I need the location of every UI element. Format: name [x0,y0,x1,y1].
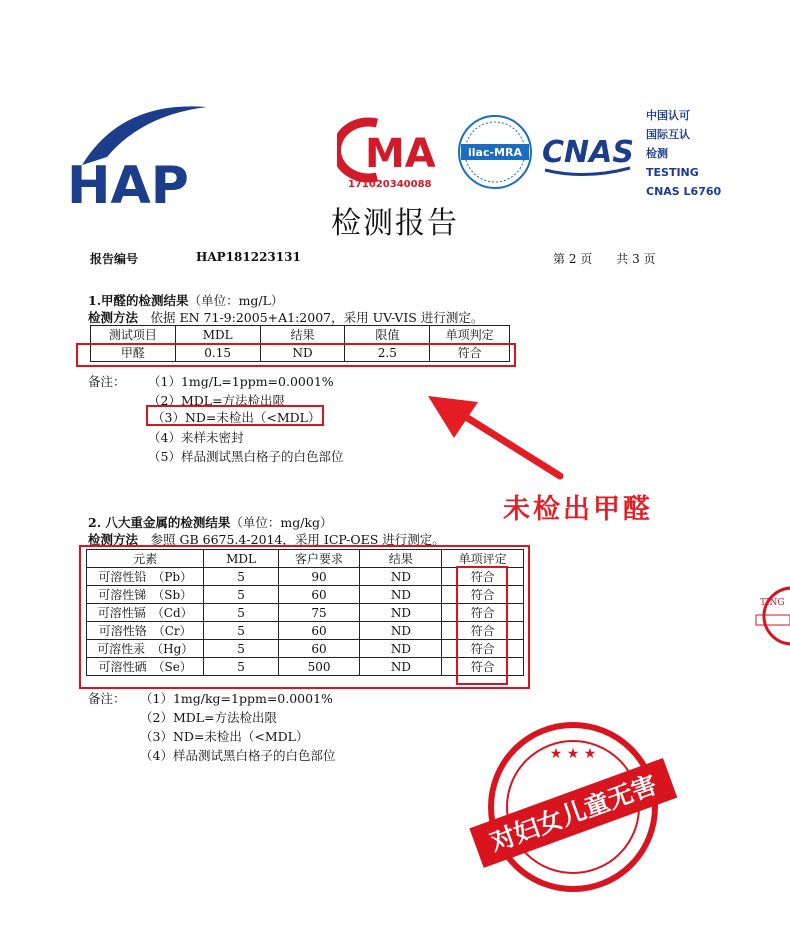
table-cell: 75 [278,604,360,622]
table-header-cell: 测试项目 [91,326,176,344]
svg-text:★ ★ ★: ★ ★ ★ [549,746,597,762]
highlight-box-note [146,405,324,426]
cert-line: TESTING [646,166,699,179]
table-cell: ND [360,640,442,658]
section1-title-unit: （单位：mg/L） [188,293,284,308]
highlight-box-row [76,343,516,367]
safety-stamp [468,712,678,912]
section2-notes-label: 备注： [88,691,126,706]
table-header-cell: 客户要求 [278,550,360,568]
cert-line: 国际互认 [646,128,690,141]
note-item: （3）ND=未检出（<MDL） [140,729,309,744]
section1-title-bold: 1.甲醛的检测结果 [88,293,189,308]
cma-number: 171020340088 [348,179,432,190]
edge-stamp [752,585,790,647]
svg-text:TING: TING [760,598,785,608]
note-item: （2）MDL=方法检出限 [140,710,278,725]
table-cell: 60 [278,586,360,604]
note-item: （4）样品测试黑白格子的白色部位 [140,748,336,763]
section1-notes-label: 备注： [88,374,126,389]
cert-line: 检测 [646,147,668,160]
cnas-logo [540,122,635,182]
report-number-label: 报告编号 [90,252,139,266]
table-cell: 500 [278,658,360,676]
table-header-cell: 单项判定 [430,326,510,344]
table-cell: 5 [204,622,278,640]
table-cell: 5 [204,586,278,604]
table-cell: 符合 [430,344,510,362]
section2-title [88,513,333,531]
table-cell: 可溶性锑 （Sb） [87,586,204,604]
callout-text: 未检出甲醛 [503,494,653,525]
table-cell: 符合 [442,604,524,622]
table-header-cell: 单项评定 [442,550,524,568]
table-cell: 5 [204,640,278,658]
table-cell: 5 [204,658,278,676]
table-cell: ND [260,344,345,362]
table-header-cell: 结果 [260,326,345,344]
table-cell: ND [360,622,442,640]
svg-text:ilac-MRA: ilac-MRA [468,146,522,159]
table-cell: 可溶性汞 （Hg） [87,640,204,658]
red-arrow-icon [420,392,570,482]
note-item: （4）来样未密封 [148,430,244,445]
table-header-cell: MDL [175,326,260,344]
table-cell: ND [360,604,442,622]
section2-title-unit: （单位：mg/kg） [230,515,333,530]
section1-title [88,291,283,309]
note-item: （1）1mg/L=1ppm=0.0001% [148,374,334,389]
section2-method-text: 参照 GB 6675.4-2014，采用 ICP-OES 进行测定。 [150,532,445,547]
table-cell: 0.15 [175,344,260,362]
table-cell: 符合 [442,622,524,640]
note-item: （1）1mg/kg=1ppm=0.0001% [140,691,333,706]
table-cell: 90 [278,568,360,586]
table-header-row [91,326,510,344]
report-title: 检测报告 [331,206,459,241]
note-item: （2）MDL=方法检出限 [148,393,286,408]
table-cell: 可溶性铅 （Pb） [87,568,204,586]
table-cell: 2.5 [345,344,430,362]
cert-line: 中国认可 [646,109,690,122]
note-item: （5）样品测试黑白格子的白色部位 [148,449,344,464]
svg-text:MA: MA [365,131,436,177]
cert-text [646,106,721,201]
table-cell: 符合 [442,640,524,658]
ilac-mra-logo [455,112,535,192]
table-header-cell: 元素 [87,550,204,568]
cert-line: CNAS L6760 [646,185,722,198]
table-header-cell: 结果 [360,550,442,568]
section1-method-label: 检测方法 [88,310,139,325]
svg-text:CNAS: CNAS [542,135,634,170]
table-cell: 符合 [442,658,524,676]
table-cell: ND [360,586,442,604]
section2-method-label: 检测方法 [88,532,139,547]
section2-title-bold: 2. 八大重金属的检测结果 [88,515,231,530]
table-header-cell: 限值 [345,326,430,344]
highlight-box-column [456,566,508,685]
table-cell: 可溶性硒 （Se） [87,658,204,676]
table-cell: 60 [278,640,360,658]
report-number-value: HAP181223131 [196,250,301,264]
svg-text:对妇女儿童无害: 对妇女儿童无害 [486,769,661,857]
svg-text:HAP: HAP [67,156,189,215]
table-cell: 5 [204,604,278,622]
table-header-cell: MDL [204,550,278,568]
table-cell: 符合 [442,568,524,586]
note-item: （3）ND=未检出（<MDL） [152,410,321,425]
table-cell: 5 [204,568,278,586]
section1-method-text: 依据 EN 71-9:2005+A1:2007，采用 UV-VIS 进行测定。 [150,310,484,325]
table-cell: ND [360,568,442,586]
page-info: 第 2 页 共 3 页 [553,252,656,266]
table-cell: 60 [278,622,360,640]
table-cell: 甲醛 [91,344,176,362]
table-cell: 符合 [442,586,524,604]
section1-method [88,308,483,326]
table-cell: 可溶性镉 （Cd） [87,604,204,622]
hap-logo [62,95,212,215]
table-cell: ND [360,658,442,676]
table-cell: 可溶性铬 （Cr） [87,622,204,640]
